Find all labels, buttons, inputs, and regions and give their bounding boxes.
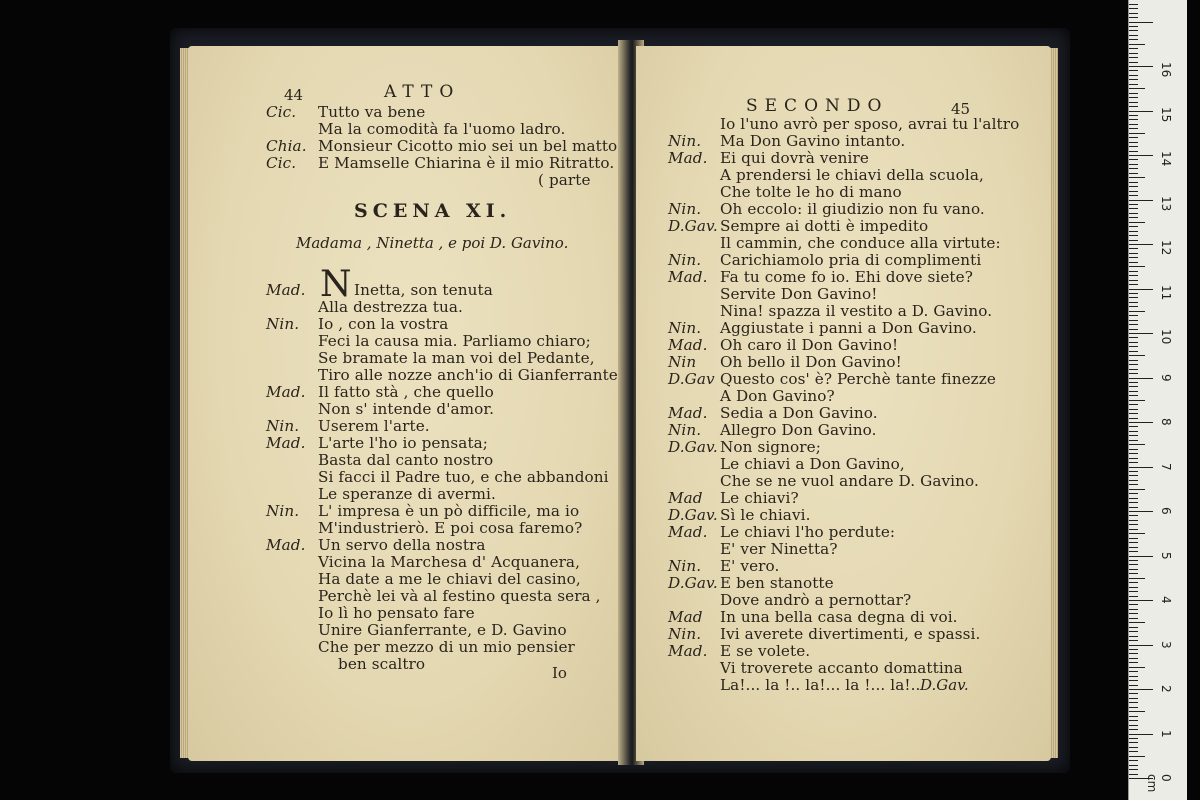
ruler-number: 13 [1159, 195, 1173, 211]
ruler-tick [1129, 177, 1145, 178]
ruler-tick [1129, 364, 1138, 365]
ruler-tick [1129, 369, 1138, 370]
ruler-tick [1129, 529, 1138, 530]
ruler-tick [1129, 4, 1138, 5]
ruler-tick [1129, 560, 1138, 561]
speaker-label: Nin. [668, 557, 702, 575]
right-page-number: 45 [951, 100, 971, 118]
ruler-tick [1129, 93, 1138, 94]
ruler-tick [1129, 756, 1145, 757]
ruler-number: 14 [1159, 151, 1173, 167]
verse-text: Oh eccolo: il giudizio non fu vano. [720, 200, 985, 218]
ruler-tick [1129, 418, 1138, 419]
scene-title: SCENA XI. [354, 200, 512, 222]
ruler-tick [1129, 725, 1138, 726]
ruler-tick [1129, 142, 1138, 143]
ruler-tick [1129, 351, 1138, 352]
speaker-label: Chia. [266, 137, 307, 155]
ruler-tick [1129, 569, 1138, 570]
ruler-tick [1129, 538, 1138, 539]
ruler-tick [1129, 458, 1138, 459]
ruler-tick [1129, 284, 1138, 285]
ruler-tick [1129, 226, 1138, 227]
verse-text: E Mamselle Chiarina è il mio Ritratto. [318, 154, 615, 172]
ruler-tick [1129, 591, 1138, 592]
verse-text: Che per mezzo di un mio pensier [318, 638, 575, 656]
ruler-tick [1129, 707, 1138, 708]
ruler-tick [1129, 320, 1138, 321]
ruler-tick [1129, 373, 1138, 374]
ruler-tick [1129, 106, 1138, 107]
ruler-tick [1129, 57, 1138, 58]
ruler-tick [1129, 662, 1138, 663]
verse-text: Dove andrò a pernottar? [720, 591, 912, 609]
ruler-tick [1129, 573, 1138, 574]
drop-cap: N [320, 264, 352, 305]
ruler-tick [1129, 413, 1138, 414]
ruler-tick [1129, 204, 1138, 205]
verse-text: Sedia a Don Gavino. [720, 404, 878, 422]
ruler-tick [1129, 613, 1138, 614]
ruler-tick [1129, 173, 1138, 174]
ruler-tick [1129, 751, 1138, 752]
ruler-tick [1129, 22, 1153, 23]
ruler-tick [1129, 493, 1138, 494]
ruler-tick [1129, 382, 1138, 383]
ruler-tick [1129, 195, 1138, 196]
verse-text: E' vero. [720, 557, 780, 575]
ruler-tick [1129, 8, 1138, 9]
verse-text: Ei qui dovrà venire [720, 149, 869, 167]
speaker-label: Nin. [668, 200, 702, 218]
ruler-tick [1129, 649, 1138, 650]
ruler-tick [1129, 133, 1145, 134]
verse-text: Sì le chiavi. [720, 506, 811, 524]
ruler-tick [1129, 693, 1138, 694]
ruler-number: 10 [1159, 329, 1173, 345]
ruler-tick [1129, 556, 1153, 557]
speaker-label: Nin. [668, 625, 702, 643]
verse-text: Tutto va bene [318, 103, 426, 121]
verse-text: Ma Don Gavino intanto. [720, 132, 906, 150]
ruler-tick [1129, 702, 1138, 703]
ruler-tick [1129, 578, 1145, 579]
ruler-tick [1129, 337, 1138, 338]
verse-text: Fa tu come fo io. Ehi dove siete? [720, 268, 973, 286]
speaker-label: Nin. [266, 417, 300, 435]
ruler-tick [1129, 484, 1138, 485]
ruler-tick [1129, 400, 1145, 401]
verse-text: E ben stanotte [720, 574, 834, 592]
verse-text: Che tolte le ho di mano [720, 183, 902, 201]
ruler-tick [1129, 440, 1138, 441]
verse-text: Servite Don Gavino! [720, 285, 878, 303]
ruler-tick [1129, 582, 1138, 583]
ruler-number: 4 [1159, 596, 1173, 604]
ruler-tick [1129, 13, 1138, 14]
ruler-tick [1129, 520, 1138, 521]
ruler-tick [1129, 489, 1145, 490]
verse-text: A prendersi le chiavi della scuola, [720, 166, 984, 184]
ruler-tick [1129, 435, 1138, 436]
right-running-head: SECONDO [746, 96, 889, 116]
speaker-label: D.Gav [668, 370, 715, 388]
ruler-tick [1129, 631, 1138, 632]
ruler-tick [1129, 53, 1138, 54]
ruler-tick [1129, 475, 1138, 476]
left-page-number: 44 [284, 86, 304, 104]
ruler-tick [1129, 17, 1138, 18]
left-page [188, 46, 628, 761]
ruler-tick [1129, 747, 1138, 748]
verse-text: Ha date a me le chiavi del casino, [318, 570, 581, 588]
verse-text: Basta dal canto nostro [318, 451, 494, 469]
ruler-number: 3 [1159, 640, 1173, 649]
ruler-tick [1129, 640, 1138, 641]
ruler-tick [1129, 502, 1138, 503]
ruler-tick [1129, 449, 1138, 450]
ruler-tick [1129, 39, 1138, 40]
verse-text: Ma la comodità fa l'uomo ladro. [318, 120, 566, 138]
ruler-tick [1129, 498, 1138, 499]
ruler-number: 1 [1159, 729, 1173, 738]
ruler-tick [1129, 342, 1138, 343]
ruler-tick [1129, 734, 1153, 735]
verse-text: Il fatto stà , che quello [318, 383, 494, 401]
verse-text: Vi troverete accanto domattina [720, 659, 963, 677]
verse-text: Aggiustate i panni a Don Gavino. [720, 319, 977, 337]
ruler-tick [1129, 111, 1153, 112]
ruler-tick [1129, 564, 1138, 565]
ruler-tick [1129, 507, 1138, 508]
ruler-number: 12 [1159, 240, 1173, 256]
ruler-tick [1129, 75, 1138, 76]
ruler-tick [1129, 604, 1138, 605]
ruler-tick [1129, 48, 1138, 49]
ruler-tick [1129, 547, 1138, 548]
ruler-tick [1129, 711, 1145, 712]
speaker-label: Mad. [668, 404, 708, 422]
verse-text: E se volete. [720, 642, 811, 660]
ruler-tick [1129, 386, 1138, 387]
verse-text: Il cammin, che conduce alla virtute: [720, 234, 1001, 252]
speaker-label: Nin [668, 353, 697, 371]
speaker-label: Cic. [266, 103, 297, 121]
ruler-tick [1129, 671, 1138, 672]
ruler-tick [1129, 159, 1138, 160]
ruler-tick [1129, 542, 1138, 543]
ruler-tick [1129, 244, 1153, 245]
verse-text: Inetta, son tenuta [354, 281, 493, 299]
ruler-tick [1129, 409, 1138, 410]
speaker-label: Mad [668, 608, 703, 626]
verse-text: Si facci il Padre tuo, e che abbandoni [318, 468, 609, 486]
ruler-tick [1129, 30, 1138, 31]
verse-text: Userem l'arte. [318, 417, 430, 435]
ruler-tick [1129, 685, 1138, 686]
ruler-tick [1129, 289, 1153, 290]
verse-text: Le speranze di avermi. [318, 485, 496, 503]
ruler-tick [1129, 689, 1153, 690]
ruler-tick [1129, 422, 1153, 423]
ruler-tick [1129, 119, 1138, 120]
ruler-tick [1129, 618, 1138, 619]
ruler-tick [1129, 266, 1145, 267]
verse-text: Unire Gianferrante, e D. Gavino [318, 621, 567, 639]
speaker-label: Mad. [266, 434, 306, 452]
speaker-label: Mad. [668, 642, 708, 660]
speaker-label: Nin. [668, 319, 702, 337]
ruler-tick [1129, 217, 1138, 218]
ruler-tick [1129, 480, 1138, 481]
ruler-tick [1129, 769, 1138, 770]
scene-characters: Madama , Ninetta , e poi D. Gavino. [296, 234, 569, 252]
speaker-label: Mad. [266, 383, 306, 401]
verse-text: Sempre ai dotti è impedito [720, 217, 929, 235]
verse-text: Ivi averete divertimenti, e spassi. [720, 625, 981, 643]
speaker-label: Mad. [668, 268, 708, 286]
ruler-tick [1129, 600, 1153, 601]
ruler-tick [1129, 676, 1138, 677]
ruler-tick [1129, 609, 1138, 610]
ruler-tick [1129, 128, 1138, 129]
ruler-tick [1129, 235, 1138, 236]
ruler-tick [1129, 315, 1138, 316]
speaker-label: Nin. [266, 315, 300, 333]
verse-text: Che se ne vuol andare D. Gavino. [720, 472, 979, 490]
ruler-tick [1129, 596, 1138, 597]
ruler-tick [1129, 333, 1153, 334]
ruler-number: 11 [1159, 284, 1173, 300]
ruler-tick [1129, 587, 1138, 588]
ruler-tick [1129, 262, 1138, 263]
ruler-tick [1129, 311, 1145, 312]
ruler-tick [1129, 84, 1138, 85]
ruler-tick [1129, 738, 1138, 739]
speaker-label: Nin. [668, 251, 702, 269]
ruler-tick [1129, 124, 1138, 125]
ruler-tick [1129, 551, 1138, 552]
ruler-tick [1129, 667, 1145, 668]
verse-text: L'arte l'ho io pensata; [318, 434, 489, 452]
ruler-tick [1129, 524, 1138, 525]
verse-text: Un servo della nostra [318, 536, 486, 554]
ruler-number: 15 [1159, 106, 1173, 122]
ruler-tick [1129, 146, 1138, 147]
ruler-tick [1129, 426, 1138, 427]
ruler-tick [1129, 257, 1138, 258]
ruler-number: 6 [1159, 507, 1173, 515]
ruler-tick [1129, 213, 1138, 214]
ruler-number: 16 [1159, 62, 1173, 78]
speaker-label: Mad. [266, 281, 306, 299]
verse-text: Io l'uno avrò per sposo, avrai tu l'altro [720, 115, 1020, 133]
ruler-number: 2 [1159, 685, 1173, 693]
verse-text: Vicina la Marchesa d' Acquanera, [318, 553, 581, 571]
speaker-label: Mad. [668, 523, 708, 541]
ruler-tick [1129, 515, 1138, 516]
verse-text: Feci la causa mia. Parliamo chiaro; [318, 332, 591, 350]
ruler-tick [1129, 26, 1138, 27]
verse-text: ( parte [538, 171, 591, 189]
ruler-tick [1129, 102, 1138, 103]
ruler-tick [1129, 329, 1138, 330]
verse-text: A Don Gavino? [720, 387, 835, 405]
speaker-label: Mad. [668, 336, 708, 354]
verse-text: Allegro Don Gavino. [720, 421, 877, 439]
verse-text: L' impresa è un pò difficile, ma io [318, 502, 580, 520]
left-catchword: Io [552, 664, 567, 682]
ruler-tick [1129, 66, 1153, 67]
ruler-tick [1129, 302, 1138, 303]
ruler-tick [1129, 200, 1153, 201]
ruler-tick [1129, 720, 1138, 721]
ruler-tick [1129, 97, 1138, 98]
verse-text: Le chiavi? [720, 489, 799, 507]
ruler-tick [1129, 324, 1138, 325]
ruler-tick [1129, 137, 1138, 138]
verse-text: Carichiamolo pria di complimenti [720, 251, 982, 269]
speaker-label: Nin. [668, 421, 702, 439]
speaker-label: Cic. [266, 154, 297, 172]
speaker-label: Mad. [668, 149, 708, 167]
verse-text: M'industrierò. E poi cosa faremo? [318, 519, 583, 537]
verse-text: Monsieur Cicotto mio sei un bel matto [318, 137, 618, 155]
ruler-tick [1129, 115, 1138, 116]
verse-text: In una bella casa degna di voi. [720, 608, 958, 626]
speaker-label: D.Gav. [668, 574, 718, 592]
verse-text: Non signore; [720, 438, 821, 456]
speaker-label: D.Gav. [668, 506, 718, 524]
ruler-tick [1129, 680, 1138, 681]
speaker-label: D.Gav. [668, 217, 718, 235]
right-catchword: D.Gav. [920, 676, 969, 694]
ruler-tick [1129, 511, 1153, 512]
ruler-tick [1129, 378, 1153, 379]
ruler-tick [1129, 35, 1138, 36]
verse-text: Oh bello il Don Gavino! [720, 353, 902, 371]
ruler-tick [1129, 395, 1138, 396]
ruler-number: 7 [1159, 462, 1173, 471]
ruler-tick [1129, 155, 1153, 156]
ruler-tick [1129, 742, 1138, 743]
ruler-tick [1129, 774, 1138, 775]
ruler-number: 0 cm [1145, 774, 1173, 793]
ruler-tick [1129, 765, 1138, 766]
verse-text: Oh caro il Don Gavino! [720, 336, 899, 354]
ruler-tick [1129, 240, 1138, 241]
ruler-tick [1129, 404, 1138, 405]
ruler-tick [1129, 222, 1145, 223]
ruler-tick [1129, 698, 1138, 699]
ruler-tick [1129, 346, 1138, 347]
ruler-tick [1129, 271, 1138, 272]
ruler-number: 5 [1159, 551, 1173, 560]
ruler-tick [1129, 275, 1138, 276]
ruler-tick [1129, 208, 1138, 209]
verse-text: Tiro alle nozze anch'io di Gianferrante [318, 366, 618, 384]
ruler-tick [1129, 79, 1138, 80]
ruler-tick [1129, 191, 1138, 192]
ruler-tick [1129, 182, 1138, 183]
verse-text: La!... la !.. la!... la !... la!.. [720, 676, 921, 694]
ruler-tick [1129, 70, 1138, 71]
ruler-tick [1129, 645, 1153, 646]
ruler-tick [1129, 760, 1138, 761]
ruler-tick [1129, 306, 1138, 307]
ruler-tick [1129, 164, 1138, 165]
measuring-ruler [1128, 0, 1187, 800]
ruler-tick [1129, 716, 1138, 717]
ruler-tick [1129, 360, 1138, 361]
ruler-tick [1129, 88, 1145, 89]
verse-text: Io lì ho pensato fare [318, 604, 475, 622]
ruler-tick [1129, 168, 1138, 169]
ruler-tick [1129, 151, 1138, 152]
ruler-tick [1129, 293, 1138, 294]
ruler-number: 9 [1159, 373, 1173, 382]
ruler-tick [1129, 280, 1138, 281]
ruler-tick [1129, 62, 1138, 63]
ruler-number: 8 [1159, 418, 1173, 426]
verse-text: Io , con la vostra [318, 315, 449, 333]
ruler-tick [1129, 391, 1138, 392]
ruler-tick [1129, 186, 1138, 187]
ruler-tick [1129, 658, 1138, 659]
ruler-tick [1129, 231, 1138, 232]
left-running-head: ATTO [384, 82, 461, 102]
speaker-label: Nin. [668, 132, 702, 150]
ruler-tick [1129, 431, 1138, 432]
ruler-tick [1129, 471, 1138, 472]
verse-text: Non s' intende d'amor. [318, 400, 495, 418]
verse-text: Alla destrezza tua. [318, 298, 463, 316]
ruler-tick [1129, 453, 1138, 454]
verse-text: Le chiavi l'ho perdute: [720, 523, 896, 541]
ruler-tick [1129, 355, 1145, 356]
verse-text: Questo cos' è? Perchè tante finezze [720, 370, 996, 388]
ruler-tick [1129, 297, 1138, 298]
verse-text: Se bramate la man voi del Pedante, [318, 349, 595, 367]
ruler-tick [1129, 653, 1138, 654]
ruler-tick [1129, 467, 1153, 468]
ruler-tick [1129, 462, 1138, 463]
speaker-label: Nin. [266, 502, 300, 520]
speaker-label: Mad. [266, 536, 306, 554]
ruler-tick [1129, 533, 1145, 534]
ruler-tick [1129, 636, 1138, 637]
verse-text: ben scaltro [338, 655, 426, 673]
ruler-tick [1129, 253, 1138, 254]
verse-text: E' ver Ninetta? [720, 540, 838, 558]
verse-text: Le chiavi a Don Gavino, [720, 455, 905, 473]
right-page [636, 46, 1051, 761]
verse-text: Perchè lei và al festino questa sera , [318, 587, 601, 605]
verse-text: Nina! spazza il vestito a D. Gavino. [720, 302, 993, 320]
ruler-tick [1129, 622, 1145, 623]
speaker-label: D.Gav. [668, 438, 718, 456]
ruler-tick [1129, 444, 1145, 445]
ruler-tick [1129, 729, 1138, 730]
ruler-tick [1129, 248, 1138, 249]
ruler-tick [1129, 627, 1138, 628]
ruler-tick [1129, 44, 1145, 45]
speaker-label: Mad [668, 489, 703, 507]
